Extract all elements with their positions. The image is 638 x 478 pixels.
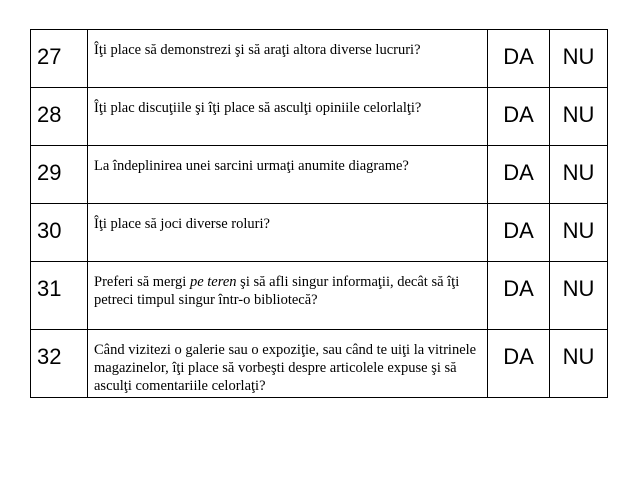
question-row-32 — [31, 330, 608, 398]
emphasis-text: pe teren — [189, 274, 237, 290]
answer-nu-option[interactable]: NU — [550, 204, 608, 262]
question-text: Îţi place să joci diverse roluri? — [88, 204, 488, 262]
question-row-27 — [31, 30, 608, 88]
question-number: 28 — [31, 88, 88, 146]
answer-nu-option[interactable]: NU — [550, 146, 608, 204]
question-number: 27 — [31, 30, 88, 88]
answer-nu-option[interactable]: NU — [550, 88, 608, 146]
answer-da-option[interactable]: DA — [488, 262, 550, 330]
answer-nu-option[interactable]: NU — [550, 262, 608, 330]
question-text: Îţi plac discuţiile şi îţi place să asculţi opiniile celorlalţi? — [88, 88, 488, 146]
answer-da-option[interactable]: DA — [488, 146, 550, 204]
question-number: 31 — [31, 262, 88, 330]
question-text: Preferi să mergi pe teren şi să afli singur informaţii, decât să îţi petreci timpul singur într-o bibliotecă? — [88, 262, 488, 330]
answer-da-option[interactable]: DA — [488, 330, 550, 398]
question-number: 30 — [31, 204, 88, 262]
answer-nu-option[interactable]: NU — [550, 30, 608, 88]
question-text: Îţi place să demonstrezi şi să araţi altora diverse lucruri? — [88, 30, 488, 88]
question-row-28 — [31, 88, 608, 146]
question-text: La îndeplinirea unei sarcini urmaţi anumite diagrame? — [88, 146, 488, 204]
answer-da-option[interactable]: DA — [488, 88, 550, 146]
question-row-31 — [31, 262, 608, 330]
question-row-29 — [31, 146, 608, 204]
questionnaire-table — [30, 29, 608, 398]
answer-da-option[interactable]: DA — [488, 204, 550, 262]
answer-nu-option[interactable]: NU — [550, 330, 608, 398]
question-number: 32 — [31, 330, 88, 398]
question-text: Când vizitezi o galerie sau o expoziţie, sau când te uiţi la vitrinele magazinelor, îţi place să vorbeşti despre articolele expuse şi să asculţi comentariile celorlaţi? — [88, 330, 488, 398]
answer-da-option[interactable]: DA — [488, 30, 550, 88]
question-row-30 — [31, 204, 608, 262]
question-number: 29 — [31, 146, 88, 204]
